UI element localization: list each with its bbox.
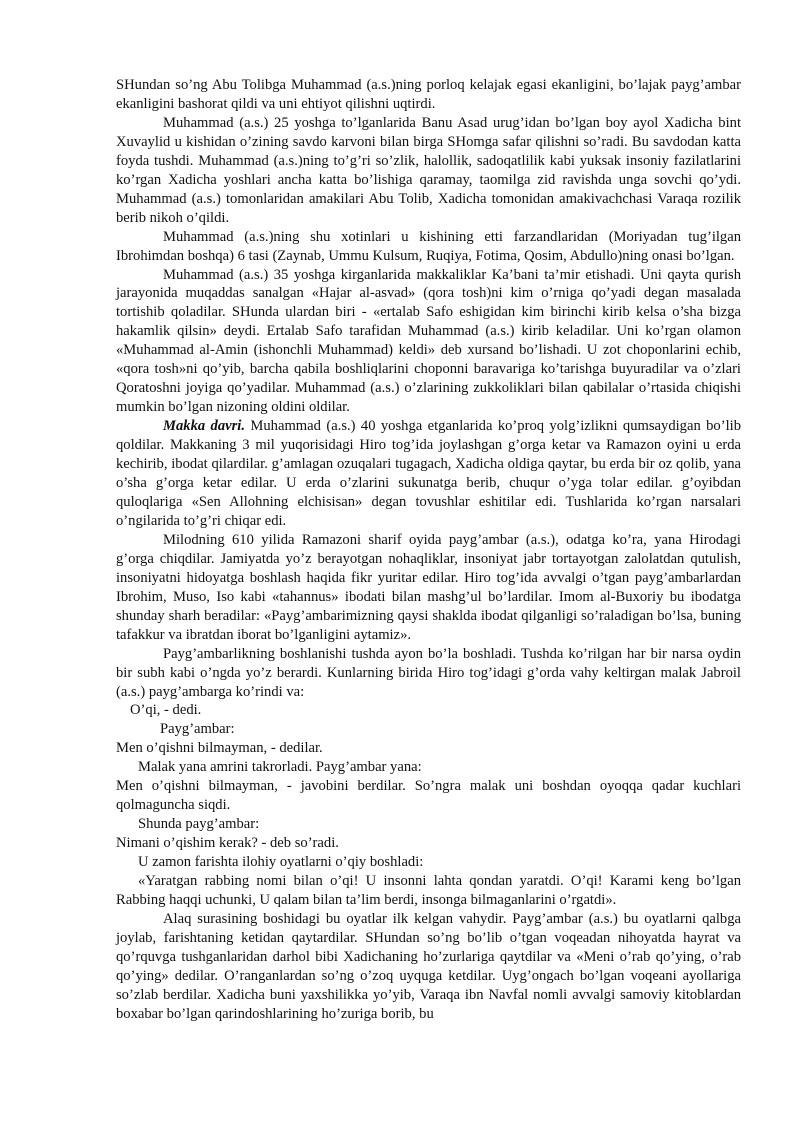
paragraph-text: O’qi, - dedi.	[130, 702, 202, 719]
dialogue-line-1	[116, 701, 741, 720]
paragraph-6	[116, 531, 741, 645]
paragraph-1	[116, 76, 741, 114]
paragraph-text: Nimani o’qishim kerak? - deb so’radi.	[116, 835, 339, 852]
paragraph-text: SHundan so’ng Abu Tolibga Muhammad (a.s.)ning porloq kelajak egasi ekanligini, bo’lajak payg’ambar ekanligini bashorat qildi va uni ehtiyot qilishni uqtirdi.	[116, 77, 741, 112]
paragraph-text: Malak yana amrini takrorladi. Payg’ambar yana:	[138, 759, 422, 776]
paragraph-7	[116, 645, 741, 702]
paragraph-text: Men o’qishni bilmayman, - javobini berdilar. So’ngra malak uni boshdan oyoqqa qadar kuchlari qolmaguncha siqdi.	[116, 778, 741, 814]
paragraph-text: Shunda payg’ambar:	[138, 816, 260, 833]
paragraph-4	[116, 266, 741, 418]
paragraph-text: Muhammad (a.s.)ning shu xotinlari u kishining etti farzandlaridan (Moriyadan tug’ilgan Ibrohimdan boshqa) 6 tasi (Zaynab, Ummu Kulsum, Ruqiya, Fotima, Qosim, Abdullo)ning onasi bo’lgan.	[116, 228, 741, 264]
paragraph-text: Muhammad (a.s.) 25 yoshga to’lganlarida Banu Asad urug’idan bo’lgan boy ayol Xadicha bint Xuvaylid u kishidan o’zining savdo karvoni bilan birga SHomga safar qilishni so’radi. Bu savdodan katta foyda tushdi. Muhammad (a.s.)ning to’g’ri so’zlik, halollik, sadoqatlilik kabi yuksak insoniy fazilatlarini ko’rgan Xadicha yoshlari ancha katta bo’lishiga qaramay, taomilga zid ravishda unga sovchi qo’ydi. Muhammad (a.s.) tomonlaridan amakilari Abu Tolib, Xadicha tomonidan amakivachchasi Varaqa rozilik berib nikoh o’qildi.	[116, 114, 741, 226]
section-lead-title: Makka davri.	[163, 418, 246, 435]
dialogue-line-8	[116, 853, 741, 872]
paragraph-text: Payg’ambar:	[160, 721, 235, 738]
dialogue-line-6	[116, 815, 741, 834]
paragraph-text: Milodning 610 yilida Ramazoni sharif oyida payg’ambar (a.s.), odatga ko’ra, yana Hirodagi g’orga chiqdilar. Jamiyatda yo’z berayotgan nohaqliklar, insoniyat jabr tortayotgan zalolatdan qutulish, insoniyatni hidoyatga boshlash haqida fikr yuritar edilar. Hiro tog’ida avvalgi o’tgan payg’ambarlardan Ibrohim, Muso, Iso kabi «tahannus» ibodati bilan mashg’ul bo’lardilar. Imom al-Buxoriy bu ibodatga shunday sharh beradilar: «Payg’ambarimizning qaysi shaklda ibodat qilganligi so’raladigan bo’lsa, buning tafakkur va ibratdan iborat bo’lganligini aytamiz».	[116, 531, 741, 643]
dialogue-line-2	[116, 720, 741, 739]
paragraph-text: U zamon farishta ilohiy oyatlarni o’qiy boshladi:	[138, 854, 424, 871]
paragraph-text: Men o’qishni bilmayman, - dedilar.	[116, 740, 323, 757]
paragraph-text: Payg’ambarlikning boshlanishi tushda ayon bo’la boshladi. Tushda ko’rilgan har bir narsa oydin bir subh kabi o’ngda yo’z berardi. Kunlarning birida Hiro tog’idagi g’orda vahy keltirgan malak Jabroil (a.s.) payg’ambarga ko’rindi va:	[116, 645, 741, 700]
paragraph-2	[116, 114, 741, 228]
paragraph-text: Alaq surasining boshidagi bu oyatlar ilk kelgan vahydir. Payg’ambar (a.s.) bu oyatlarni qalbga joylab, farishtaning ketidan qaytardilar. SHundan so’ng bo’lib o’tgan voqeadan nihoyatda hayrat va qo’rquvga tushganlaridan darhol bibi Xadichaning ho’zurlariga qaytdilar va «Meni o’rab qo’ying, o’rab qo’ying» dedilar. O’ranganlardan so’ng o’zoq uyquga ketdilar. Uyg’ongach bo’lgan voqeani ayollariga so’zlab berdilar. Xadicha buni yaxshilikka yo’yib, Varaqa ibn Navfal nomli avvalgi samoviy kitoblardan boxabar bo’lgan qarindoshlarining ho’zuriga borib, bu	[116, 910, 741, 1022]
paragraph-3	[116, 228, 741, 266]
paragraph-text: Muhammad (a.s.) 35 yoshga kirganlarida makkaliklar Ka’bani ta’mir etishadi. Uni qayta qurish jarayonida muqaddas sanalgan «Hajar al-asvad» (qora tosh)ni kim o’rniga qo’yadi degan masalada tortishib qoladilar. SHunda ulardan biri - «ertalab Safo eshigidan kim birinchi kirib kelsa o’sha bizga hakamlik qilsin» deydi. Ertalab Safo tarafidan Muhammad (a.s.) kirib keladilar. Uni ko’rgan olamon «Muhammad al-Amin (ishonchli Muhammad) keldi» deb xursand bo’lishadi. U zot choponlarini echib, «qora tosh»ni qo’yib, barcha qabila boshliqlarini choponni baravariga ko’tarishga buyuradilar va o’zlari Qoratoshni joyiga qo’yadilar. Muhammad (a.s.) o’zlarining zukkoliklari bilan qabilalar o’rtasida chiqishi mumkin bo’lgan nizoning oldini oldilar.	[116, 266, 741, 416]
dialogue-line-5	[116, 777, 741, 815]
quote-paragraph	[116, 872, 741, 910]
document-page	[116, 76, 741, 1024]
dialogue-line-4	[116, 758, 741, 777]
paragraph-text: Muhammad (a.s.) 40 yoshga etganlarida ko’proq yolg’izlikni qumsaydigan bo’lib qoldilar. Makkaning 3 mil yuqorisidagi Hiro tog’ida joylashgan g’orga ketar va Ramazon oyini u erda kechirib, ibodat qilardilar. g’amlagan ozuqalari tugagach, Xadicha oldiga qaytar, bu erda bir oz qolib, yana o’sha g’orga ketar edilar. U erda o’zlarini sukunatga berib, chuqur o’yga tolar edilar. g’oyibdan quloqlariga «Sen Allohning elchisisan» degan tovushlar eshitilar edi. Tushlarida ko’rgan narsalari o’ngilarida to’g’ri chiqar edi.	[116, 418, 741, 529]
dialogue-line-3	[116, 739, 741, 758]
paragraph-last	[116, 910, 741, 1024]
paragraph-makka-davri	[116, 417, 741, 531]
dialogue-line-7	[116, 834, 741, 853]
paragraph-text: «Yaratgan rabbing nomi bilan o’qi! U insonni lahta qondan yaratdi. O’qi! Karami keng bo’lgan Rabbing haqqi uchunki, U qalam bilan ta’lim berdi, insonga bilmaganlarini o’rgatdi».	[116, 873, 741, 908]
